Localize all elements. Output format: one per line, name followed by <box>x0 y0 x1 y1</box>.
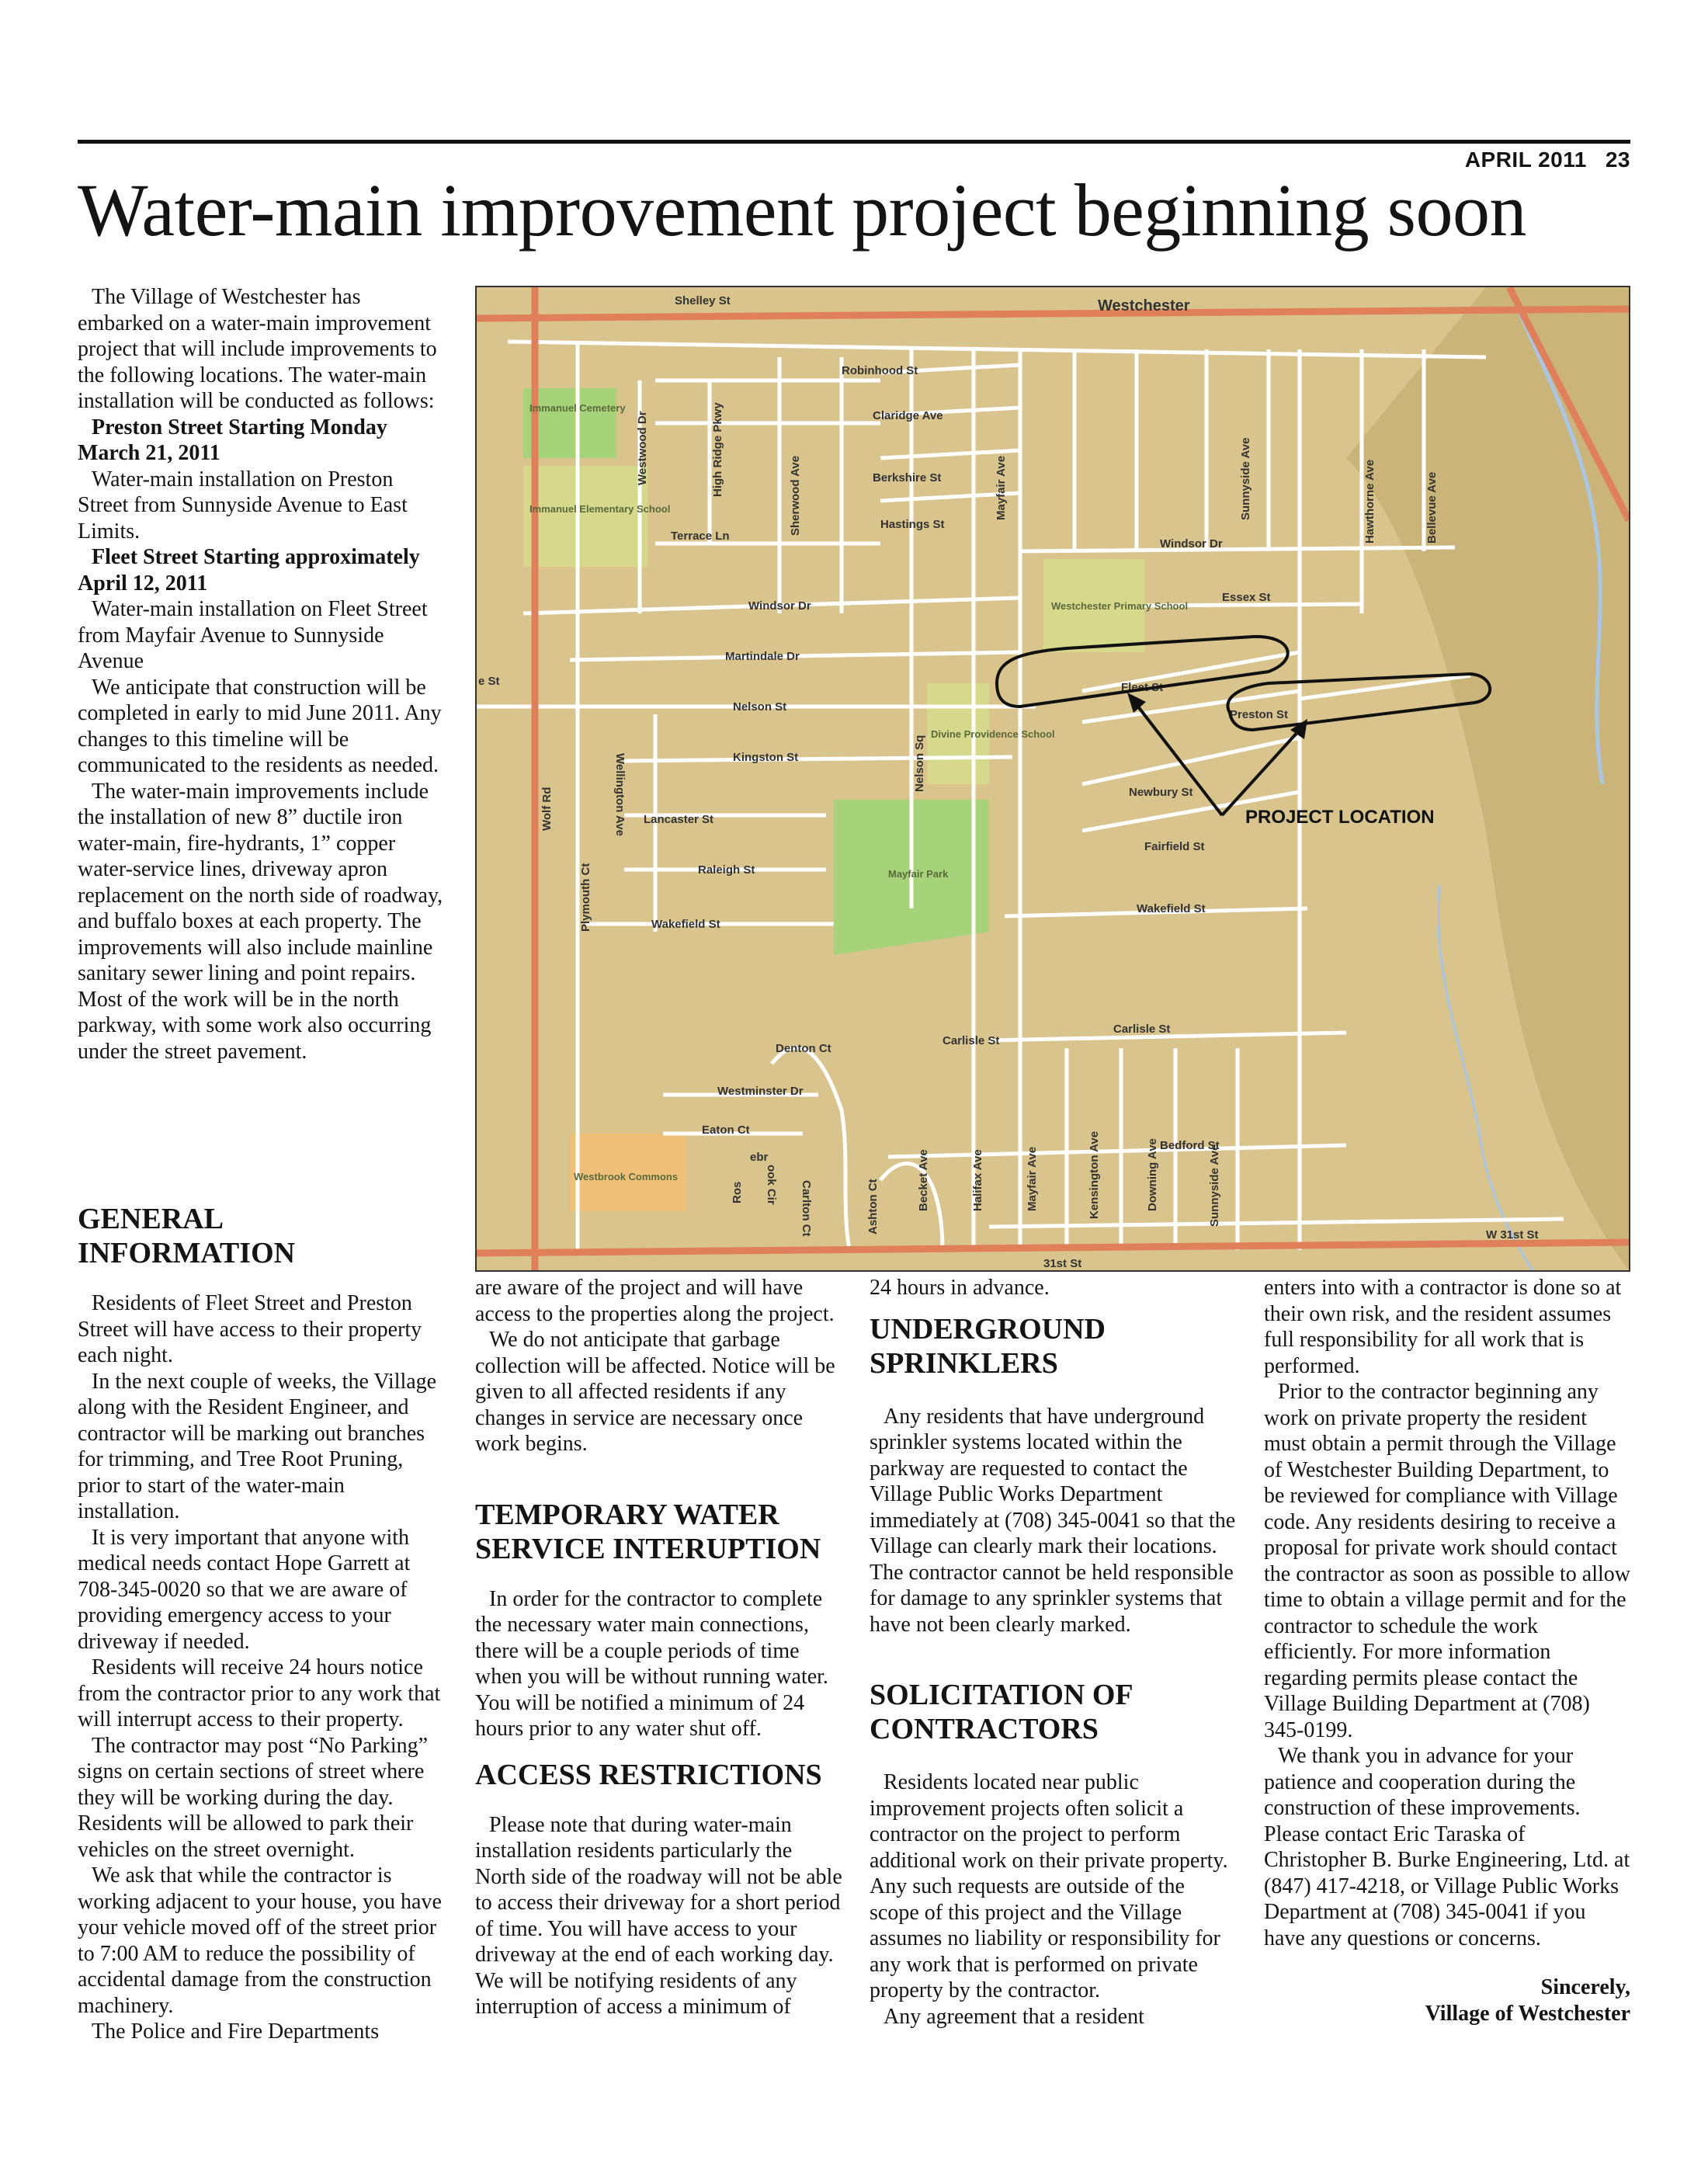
label-mayfair-park: Mayfair Park <box>888 868 949 880</box>
label-immanuel-cemetery: Immanuel Cemetery <box>529 402 626 414</box>
label-terrace: Terrace Ln <box>671 530 730 543</box>
access-restrictions-paragraph: Please note that during water-main installation residents particularly the North side of the roadway will not be able to access their driveway for a short period of time. You will have access to your driveway at the end of each working day. We will be notifying residents of any interruption of access a minimum of <box>475 1812 842 2019</box>
article-column-4 <box>1264 1275 1630 2026</box>
parking-paragraph: The contractor may post “No Parking” signs on certain sections of street where they will be working during the day. Residents will be allowed to park their vehicles on the street overnight. <box>78 1733 429 1862</box>
label-fairfield: Fairfield St <box>1144 840 1205 853</box>
label-robinhood: Robinhood St <box>842 364 918 377</box>
label-wellington: Wellington Ave <box>613 753 627 836</box>
label-w31st: W 31st St <box>1486 1228 1539 1242</box>
medical-paragraph: It is very important that anyone with medical needs contact Hope Garrett at 708-345-0020 so that we are aware of providing emergency access to your driveway if needed. <box>78 1525 411 1654</box>
preston-paragraph: Water-main installation on Preston Street from Sunnyside Avenue to East Limits. <box>78 467 408 544</box>
preston-heading: Preston Street Starting Monday March 21, 2011 <box>78 415 387 465</box>
headline: Water-main improvement project beginning soon <box>78 168 1526 252</box>
vehicle-paragraph: We ask that while the contractor is working adjacent to your house, you have your vehicle moved off of the street prior to 7:00 AM to reduce the possibility of accidental damage from the construction machinery. <box>78 1863 442 2018</box>
label-denton: Denton Ct <box>776 1042 831 1055</box>
label-sunnyside-north: Sunnyside Ave <box>1239 437 1252 520</box>
label-nelson: Nelson St <box>733 700 787 714</box>
solicitation-heading: SOLICITATION OF CONTRACTORS <box>870 1679 1133 1745</box>
label-providence-school: Divine Providence School <box>931 728 1055 740</box>
label-wakefield-east: Wakefield St <box>1137 902 1206 915</box>
label-bellevue: Bellevue Ave <box>1425 471 1439 544</box>
label-ros: Ros <box>731 1181 744 1203</box>
label-ebr: ebr <box>750 1151 769 1164</box>
label-shelley: Shelley St <box>675 294 731 307</box>
label-mayfair-north: Mayfair Ave <box>995 455 1008 520</box>
map-svg <box>477 287 1629 1270</box>
solicitation-paragraph: Residents located near public improvement projects often solicit a contractor on the project to perform additional work on their private property. Any such requests are outside of the scope of this project and the Village assumes no liability or responsibility for any work that is performed on private property by the contractor. <box>870 1770 1228 2002</box>
label-hastings: Hastings St <box>880 518 945 531</box>
general-information-heading: GENERAL INFORMATION <box>78 1203 296 1269</box>
label-ashton: Ashton Ct <box>866 1179 880 1235</box>
label-mayfair-south: Mayfair Ave <box>1026 1146 1039 1211</box>
label-claridge: Claridge Ave <box>873 409 943 422</box>
header-rule <box>78 140 1630 144</box>
access-paragraph: Residents of Fleet Street and Preston Street will have access to their property each night. <box>78 1291 422 1367</box>
fleet-paragraph: Water-main installation on Fleet Street from Mayfair Avenue to Sunnyside Avenue <box>78 597 428 673</box>
label-raleigh: Raleigh St <box>698 863 755 877</box>
signature-village: Village of Westchester <box>1425 2001 1630 2026</box>
garbage-paragraph: We do not anticipate that garbage collection will be affected. Notice will be given to all affected residents if any changes in service are necessary once work begins. <box>475 1328 835 1456</box>
improvements-paragraph: The water-main improvements include the installation of new 8” ductile iron water-main, fire-hydrants, 1” copper water-service lines, driveway apron replacement on the north side of roadway, and buffalo boxes at each property. The improvements will also include mainline sanitary sewer lining and point repairs. Most of the work will be in the north parkway, with some work also occurring under the street pavement. <box>78 779 443 1064</box>
label-immanuel-school: Immanuel Elementary School <box>529 503 671 515</box>
label-wakefield-west: Wakefield St <box>651 918 720 931</box>
article-column-1 <box>78 284 444 1064</box>
page-number: 23 <box>1605 148 1630 172</box>
label-carlisle-east: Carlisle St <box>1113 1023 1171 1036</box>
label-e-st: e St <box>478 675 500 688</box>
label-westminster: Westminster Dr <box>717 1085 804 1098</box>
police-paragraph-end: are aware of the project and will have access to the properties along the project. <box>475 1276 835 1326</box>
label-ook-cir: ook Cir <box>765 1165 778 1205</box>
temporary-water-paragraph: In order for the contractor to complete the necessary water main connections, there will be a couple periods of time when you will be without running water. You will be notified a minimum of 24 hours prior to any water shut off. <box>475 1586 828 1741</box>
signature-sincerely: Sincerely, <box>1540 1975 1630 1999</box>
label-high-ridge: High Ridge Pkwy <box>711 402 724 497</box>
label-windsor-west: Windsor Dr <box>748 599 811 613</box>
project-location-map <box>475 286 1630 1272</box>
label-sherwood: Sherwood Ave <box>789 455 802 536</box>
advance-notice-line: 24 hours in advance. <box>870 1276 1050 1300</box>
label-berkshire: Berkshire St <box>873 471 942 484</box>
issue-month: APRIL 2011 <box>1464 148 1587 172</box>
label-carlisle-west: Carlisle St <box>943 1034 1000 1047</box>
label-westbrook-commons: Westbrook Commons <box>574 1171 679 1183</box>
underground-sprinklers-heading: UNDERGROUND SPRINKLERS <box>870 1312 1106 1380</box>
map-title: Westchester <box>1098 297 1190 314</box>
article-column-3 <box>870 1275 1238 2030</box>
label-bedford: Bedford St <box>1160 1139 1220 1152</box>
label-kingston: Kingston St <box>733 751 799 764</box>
label-martindale: Martindale Dr <box>725 650 800 663</box>
label-essex: Essex St <box>1222 591 1271 604</box>
temporary-water-heading: TEMPORARY WATER SERVICE INTERUPTION <box>475 1498 821 1565</box>
thanks-paragraph: We thank you in advance for your patience and cooperation during the construction of these improvements. Please contact Eric Taraska of Christopher B. Burke Engineering, Ltd. at (847) 417-4218, or Village Public Works Department at (708) 345-0041 if you have any questions or concerns. <box>1264 1744 1630 1950</box>
intro-paragraph: The Village of Westchester has embarked on a water-main improvement project that will include improvements to the following locations. The water-main installation will be conducted as follows: <box>78 285 437 413</box>
label-fleet: Fleet St <box>1121 681 1164 694</box>
marking-paragraph: In the next couple of weeks, the Village along with the Resident Engineer, and contractor will be marking out branches for trimming, and Tree Root Pruning, prior to start of the water-main installation. <box>78 1369 437 1523</box>
label-carlton: Carlton Ct <box>800 1180 813 1237</box>
label-newbury: Newbury St <box>1129 786 1193 799</box>
label-windsor-east: Windsor Dr <box>1160 537 1223 550</box>
label-hawthorne: Hawthorne Ave <box>1363 459 1376 544</box>
sprinklers-paragraph: Any residents that have underground sprinkler systems located within the parkway are requested to contact the Village Public Works Department immediately at (708) 345-0041 so that the Village can clearly mark their locations. The contractor cannot be held responsible for damage to any sprinkler systems that have not been clearly marked. <box>870 1404 1236 1637</box>
notice-paragraph: Residents will receive 24 hours notice from the contractor prior to any work that will interrupt access to their property. <box>78 1655 441 1731</box>
label-sunnyside-south: Sunnyside Ave <box>1208 1144 1221 1227</box>
permit-paragraph: Prior to the contractor beginning any work on private property the resident must obtain a permit through the Village of Westchester Building Department, to be reviewed for compliance with Village code. Any residents desiring to receive a proposal for private work should contact the contractor as soon as possible to allow time to obtain a village permit and for the contractor to schedule the work efficiently. For more information regarding permits please contact the Village Building Department at (708) 345-0199. <box>1264 1380 1631 1742</box>
police-paragraph-start: The Police and Fire Departments <box>92 2019 380 2044</box>
label-plymouth: Plymouth Ct <box>579 863 592 932</box>
label-kensington: Kensington Ave <box>1088 1130 1101 1219</box>
label-nelson-sq: Nelson Sq <box>913 735 926 792</box>
label-31st: 31st St <box>1043 1257 1082 1270</box>
fleet-heading: Fleet Street Starting approximately April 12, 2011 <box>78 545 420 596</box>
label-lancaster: Lancaster St <box>644 813 714 826</box>
article-column-2 <box>475 1275 843 2020</box>
label-preston: Preston St <box>1230 708 1289 721</box>
anticipate-paragraph: We anticipate that construction will be completed in early to mid June 2011. Any changes to this timeline will be communicated to the residents as needed. <box>78 675 442 777</box>
label-eaton: Eaton Ct <box>702 1123 750 1137</box>
label-becket: Becket Ave <box>917 1149 930 1211</box>
agreement-paragraph-end: enters into with a contractor is done so at their own risk, and the resident assumes full responsibility for all work that is performed. <box>1264 1276 1622 1378</box>
project-location-label: PROJECT LOCATION <box>1245 807 1435 828</box>
label-halifax: Halifax Ave <box>971 1149 984 1211</box>
label-primary-school: Westchester Primary School <box>1051 600 1189 612</box>
label-wolf-rd: Wolf Rd <box>540 787 554 831</box>
label-downing: Downing Ave <box>1146 1138 1159 1211</box>
agreement-paragraph-start: Any agreement that a resident <box>884 2004 1144 2029</box>
label-westwood: Westwood Dr <box>636 411 649 485</box>
article-column-1-lower <box>78 1202 444 2045</box>
map-elementary-area <box>523 466 647 567</box>
access-restrictions-heading: ACCESS RESTRICTIONS <box>475 1758 822 1791</box>
